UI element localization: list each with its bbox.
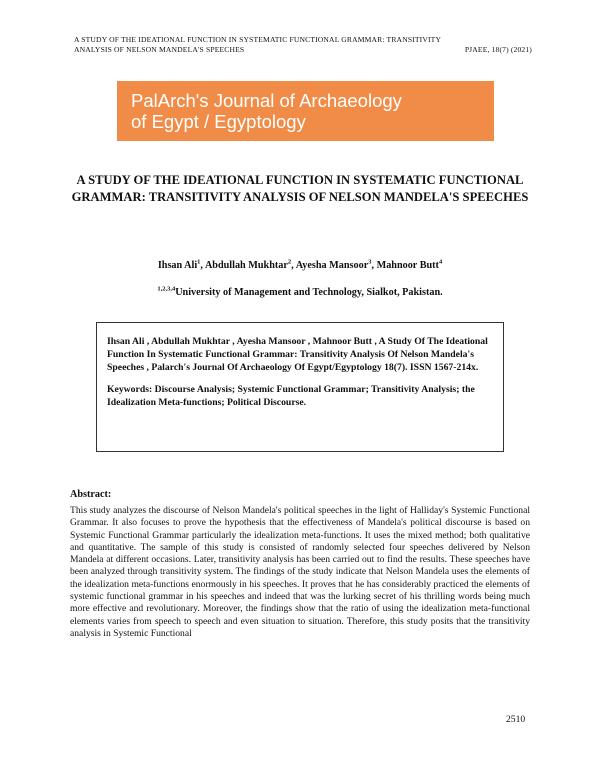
journal-banner: [117, 81, 494, 141]
page-number: 2510: [506, 714, 526, 725]
running-head-line-2: [74, 45, 532, 55]
affiliation-text: University of Management and Technology, Sialkot, Pakistan.: [175, 287, 443, 298]
citation-text: Ihsan Ali , Abdullah Mukhtar , Ayesha Mansoor , Mahnoor Butt , A Study Of The Ideational Function In Systematic Functional Grammar: Transitivity Analysis Of Nelson Mandela's Speeches , Palarch's Journal Of Archaeology Of Egypt/Egyptology 18(7). ISSN 1567-214x.: [107, 336, 488, 373]
affiliation: [60, 287, 540, 298]
journal-banner-line-2: of Egypt / Egyptology: [131, 111, 306, 132]
author-4: Mahnoor Butt$^4$: [376, 258, 443, 271]
author-list: Ihsan Ali$^1$, Abdullah Mukhtar$^2$, Ayesha Mansoor$^3$, Mahnoor Butt$^4$: [157, 258, 443, 271]
author-3: Ayesha Mansoor$^3$: [295, 258, 372, 271]
author-2: Abdullah Mukhtar$^2$: [204, 258, 292, 271]
journal-banner-line-1: PalArch's Journal of Archaeology: [131, 90, 402, 111]
running-head-title-part-2: ANALYSIS OF NELSON MANDELA'S SPEECHES: [74, 45, 245, 54]
keywords: Keywords: Discourse Analysis; Systemic Functional Grammar; Transitivity Analysis; the Idealization Meta-functions; Political Discourse.: [107, 384, 475, 408]
running-head-title-part-1: A STUDY OF THE IDEATIONAL FUNCTION IN SYSTEMATIC FUNCTIONAL GRAMMAR: TRANSITIVITY: [74, 35, 442, 44]
abstract-heading: Abstract:: [70, 489, 112, 500]
abstract-body: This study analyzes the discourse of Nelson Mandela's political speeches in the light of Halliday's Systemic Functional Grammar. It also focuses to prove the hypothesis that the effectiveness of Mandela's political discourse is based on Systemic Functional Grammar particularly the idealization meta-functions. It uses the mixed method; both qualitative and quantitative. The sample of this study is consisted of randomly selected four speeches delivered by Nelson Mandela at different occasions. Later, transitivity analysis has been carried out to find the results. These speeches have been analyzed through transitivity system. The findings of the study indicate that Nelson Mandela uses the elements of the idealization meta-functions enormously in his speeches. It proves that he has considerably practiced the elements of systemic functional grammar in his speeches and indeed that was the lurking secret of his thrilling words being much more effective and revolutionary. Moreover, the findings show that the ratio of using the idealization meta-functional elements varies from speech to speech and even situation to situation. Therefore, this study posits that the transitivity analysis in Systemic Functional: [70, 505, 530, 639]
author-1: Ihsan Ali$^1$: [157, 258, 201, 271]
paper-title: A STUDY OF THE IDEATIONAL FUNCTION IN SYSTEMATIC FUNCTIONAL GRAMMAR: TRANSITIVITY ANALYSIS OF NELSON MANDELA'S SPEECHES: [71, 173, 529, 204]
running-head: [74, 35, 532, 55]
running-head-journal-ref: PJAEE, 18(7) (2021): [464, 45, 532, 54]
citation-box: [96, 322, 504, 452]
running-head-line-1: [74, 35, 532, 45]
affiliation-markers: 1,2,3,4: [157, 285, 176, 293]
